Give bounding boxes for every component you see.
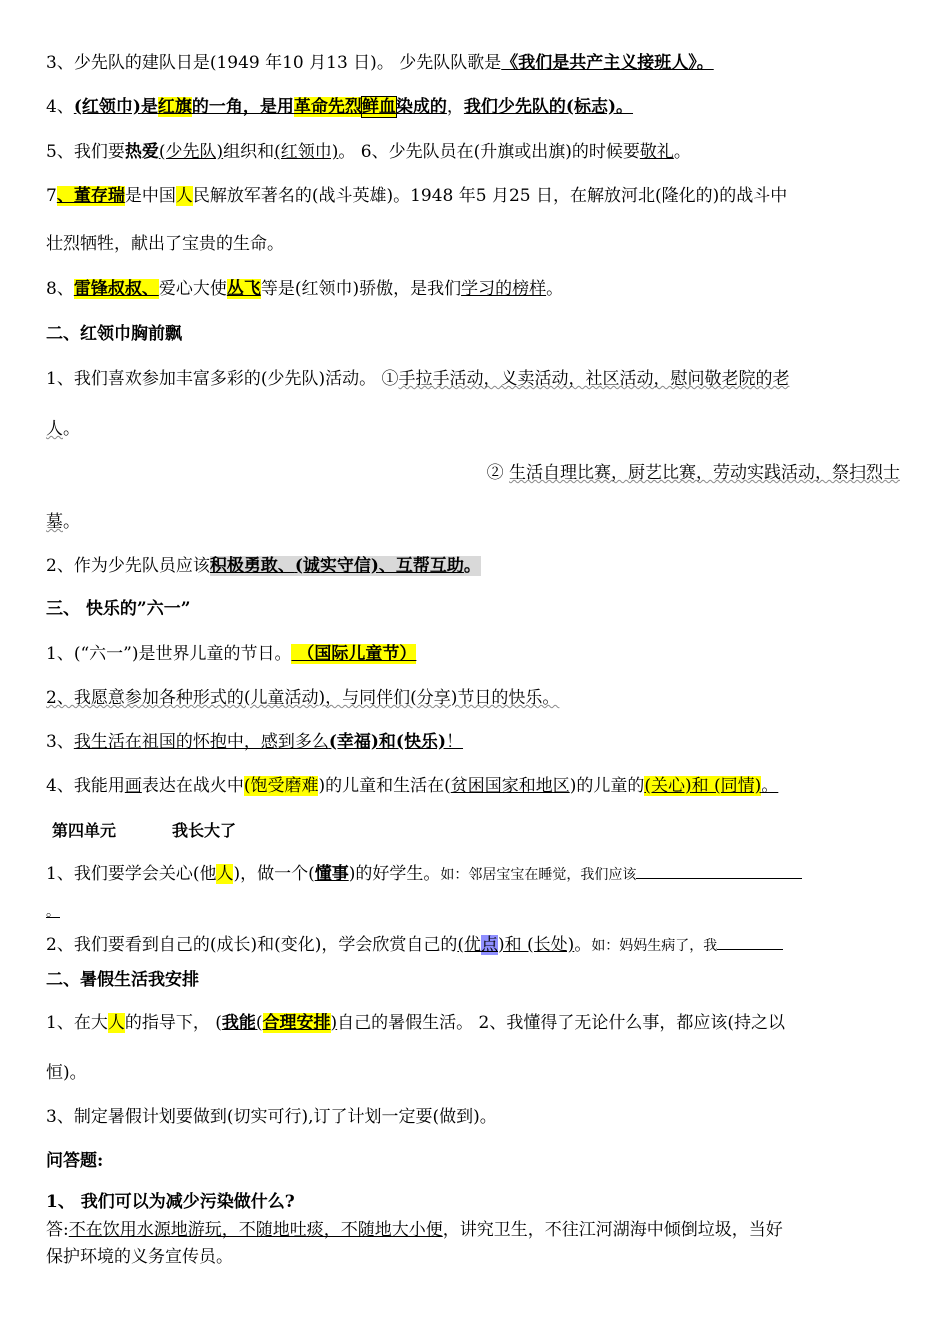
unit4-item-2: 2、我们要看到自己的(成长)和(变化)，学会欣赏自己的(优点)和 (长处)。如：妈妈生病了，我 [46,933,900,957]
item-7-dong-cunrui: 7、董存瑞是中国人民解放军著名的(战斗英雄)。1948 年5 月25 日，在解放河北(隆化的)的战斗中 [46,186,788,206]
unit4-item-1-continued: 。 [46,904,60,920]
item-7-continued: 壮烈牺牲，献出了宝贵的生命。 [46,234,284,254]
item-8-role-models: 8、雷锋叔叔、爱心大使丛飞等是(红领巾)骄傲，是我们学习的榜样。 [46,279,564,299]
summer-item-2-continued: 恒)。 [46,1063,87,1083]
summer-item-1-2: 1、在大人的指导下， (我能(合理安排)自己的暑假生活。 2、我懂得了无论什么事，都应该(持之以 [46,1013,786,1033]
section3-item-4: 4、我能用画表达在战火中(饱受磨难)的儿童和生活在(贫困国家和地区)的儿童的(关心)和 (同情)。 [46,776,779,796]
answer-blank[interactable] [717,933,783,950]
section3-item-1: 1、(“六一”)是世界儿童的节日。 （国际儿童节） [46,644,417,664]
section2-item-2: 2、作为少先队员应该积极勇敢、(诚实守信)、互帮互助。 [46,556,481,576]
section2-item-1-continued: 人。 [46,419,80,439]
section3-item-2: 2、我愿意参加各种形式的(儿童活动)，与同伴们(分享)节日的快乐。 [46,688,560,708]
summer-item-3: 3、制定暑假计划要做到(切实可行),订了计划一定要(做到)。 [46,1107,497,1127]
qa-heading: 问答题: [46,1151,104,1171]
qa-question-1: 1、 我们可以为减少污染做什么? [46,1192,295,1212]
section-heading-red-scarf: 二、红领巾胸前飘 [46,324,182,344]
section-heading-june-first: 三、 快乐的”六一” [46,599,191,619]
section2-item-1-part-2-continued: 墓。 [46,512,80,532]
qa-answer-1: 答:不在饮用水源地游玩，不随地吐痰，不随地大小便，讲究卫生，不往江河湖海中倾倒垃圾，当好 [46,1220,783,1240]
qa-answer-1-continued: 保护环境的义务宣传员。 [46,1247,233,1267]
answer-blank[interactable] [636,862,802,879]
unit-4-heading: 第四单元 我长大了 [52,821,237,840]
section2-item-1-part-2: ② 生活自理比赛，厨艺比赛，劳动实践活动，祭扫烈士 [486,463,900,483]
section2-item-1: 1、我们喜欢参加丰富多彩的(少先队)活动。 ①手拉手活动，义卖活动，社区活动，慰问敬老院的老 [46,369,790,389]
item-3-founding-day: 3、少先队的建队日是(1949 年10 月13 日)。 少先队队歌是《我们是共产主义接班人》。 [46,53,714,73]
unit4-item-1: 1、我们要学会关心(他人)，做一个(懂事)的好学生。如：邻居宝宝在睡觉，我们应该 [46,862,900,886]
section-heading-summer: 二、暑假生活我安排 [46,970,199,990]
anthem-title: 《我们是共产主义接班人》。 [501,53,714,73]
item-4-red-scarf: 4、(红领巾)是红旗的一角，是用革命先烈鲜血染成的，我们少先队的(标志)。 [46,97,634,117]
item-5-6: 5、我们要热爱(少先队)组织和(红领巾)。 6、少先队员在(升旗或出旗)的时候要敬礼。 [46,142,691,162]
section3-item-3: 3、我生活在祖国的怀抱中，感到多么(幸福)和(快乐)！ [46,732,464,752]
